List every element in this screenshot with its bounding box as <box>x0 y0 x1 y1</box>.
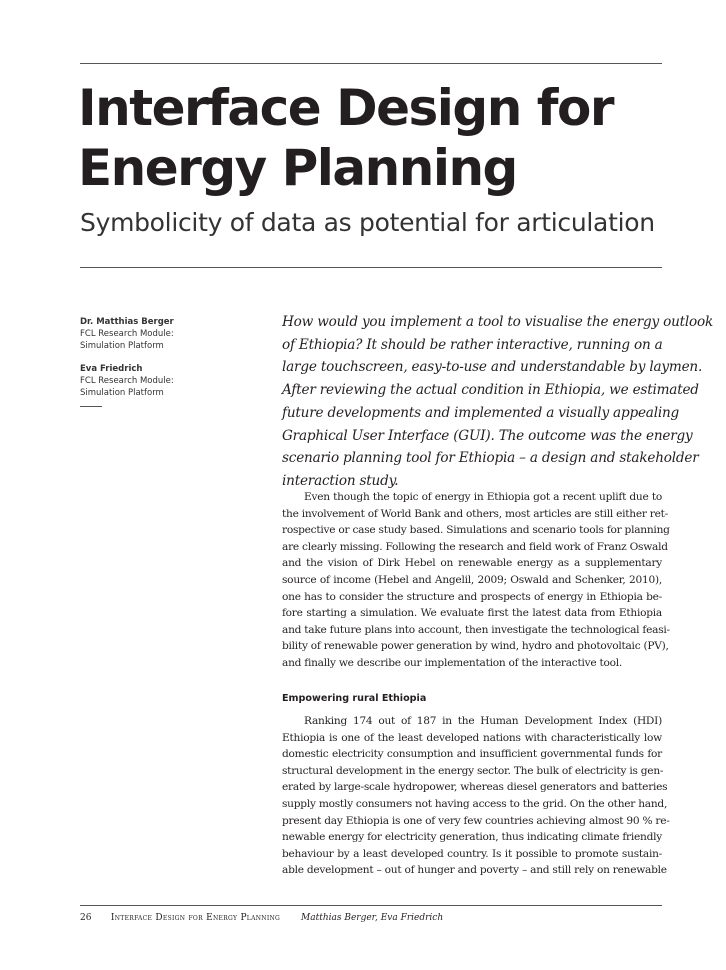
body-paragraph-2 <box>282 713 670 879</box>
text-line: and the vision of Dirk Hebel on renewable energy as a supplementary <box>282 557 662 570</box>
body-paragraph-1 <box>282 489 670 672</box>
text-line: Ethiopia is one of the least developed nations with characteristically low <box>282 731 662 744</box>
text-line: Even though the topic of energy in Ethiopia got a recent uplift due to <box>304 491 662 503</box>
author-name: Dr. Matthias Berger <box>80 317 174 327</box>
author <box>80 316 174 352</box>
text-line: domestic electricity consumption and insufficient governmental funds for <box>282 748 662 761</box>
intro-abstract <box>282 311 714 493</box>
text-line: the involvement of World Bank and others, most articles are still either ret- <box>282 507 668 520</box>
running-title: Interface Design for Energy Planning <box>110 913 281 923</box>
text-line: Ranking 174 out of 187 in the Human Development Index (HDI) <box>304 715 662 727</box>
text-line: erated by large-scale hydropower, whereas diesel generators and batteries <box>282 781 668 794</box>
text-line: structural development in the energy sector. The bulk of electricity is gen- <box>282 764 664 777</box>
text-line: and finally we describe our implementation of the interactive tool. <box>282 656 623 669</box>
text-line: scenario planning tool for Ethiopia – a design and stakeholder <box>282 450 699 467</box>
text-line: fore starting a simulation. We evaluate first the latest data from Ethiopia <box>282 607 662 620</box>
text-line: one has to consider the structure and prospects of energy in Ethiopia be- <box>282 590 662 603</box>
text-line: rospective or case study based. Simulations and scenario tools for planning <box>282 524 670 537</box>
text-line: able development – out of hunger and poverty – and still rely on renewable <box>282 864 667 877</box>
text-line: How would you implement a tool to visualise the energy outlook <box>282 314 714 330</box>
section-heading: Empowering rural Ethiopia <box>282 693 427 704</box>
page-footer <box>80 913 443 923</box>
author <box>80 363 174 399</box>
author-affiliation: FCL Research Module: <box>80 376 174 386</box>
author-list <box>80 316 174 407</box>
text-line: large touchscreen, easy-to-use and understandable by laymen. <box>282 359 703 376</box>
author-affiliation: Simulation Platform <box>80 388 164 398</box>
author-name: Eva Friedrich <box>80 364 143 374</box>
title-line: Energy Planning <box>78 139 517 197</box>
author-affiliation: Simulation Platform <box>80 341 164 351</box>
title-rule <box>80 267 662 268</box>
page-title <box>78 78 613 198</box>
top-rule <box>80 63 662 64</box>
author-affiliation: FCL Research Module: <box>80 329 174 339</box>
text-line: newable energy for electricity generation, thus indicating climate friendly <box>282 831 662 844</box>
title-line: Interface Design for <box>78 79 613 137</box>
text-line: bility of renewable power generation by wind, hydro and photovoltaic (PV), <box>282 640 669 653</box>
author-divider <box>80 406 102 407</box>
text-line: future developments and implemented a visually appealing <box>282 404 680 421</box>
text-line: and take future plans into account, then investigate the technological feasi- <box>282 623 670 636</box>
footer-authors: Matthias Berger, Eva Friedrich <box>301 913 444 923</box>
text-line: Graphical User Interface (GUI). The outcome was the energy <box>282 427 693 444</box>
footer-rule <box>80 905 662 906</box>
text-line: present day Ethiopia is one of very few countries achieving almost 90 % re- <box>282 814 670 827</box>
text-line: interaction study. <box>282 472 399 489</box>
text-line: of Ethiopia? It should be rather interactive, running on a <box>282 336 663 353</box>
subtitle: Symbolicity of data as potential for articulation <box>80 208 655 237</box>
text-line: behaviour by a least developed country. Is it possible to promote sustain- <box>282 847 662 860</box>
text-line: are clearly missing. Following the research and field work of Franz Oswald <box>282 540 668 553</box>
text-line: supply mostly consumers not having access to the grid. On the other hand, <box>282 797 668 810</box>
text-line: source of income (Hebel and Angelil, 2009; Oswald and Schenker, 2010), <box>282 573 662 586</box>
text-line: After reviewing the actual condition in Ethiopia, we estimated <box>282 382 699 399</box>
page-number: 26 <box>80 913 92 923</box>
